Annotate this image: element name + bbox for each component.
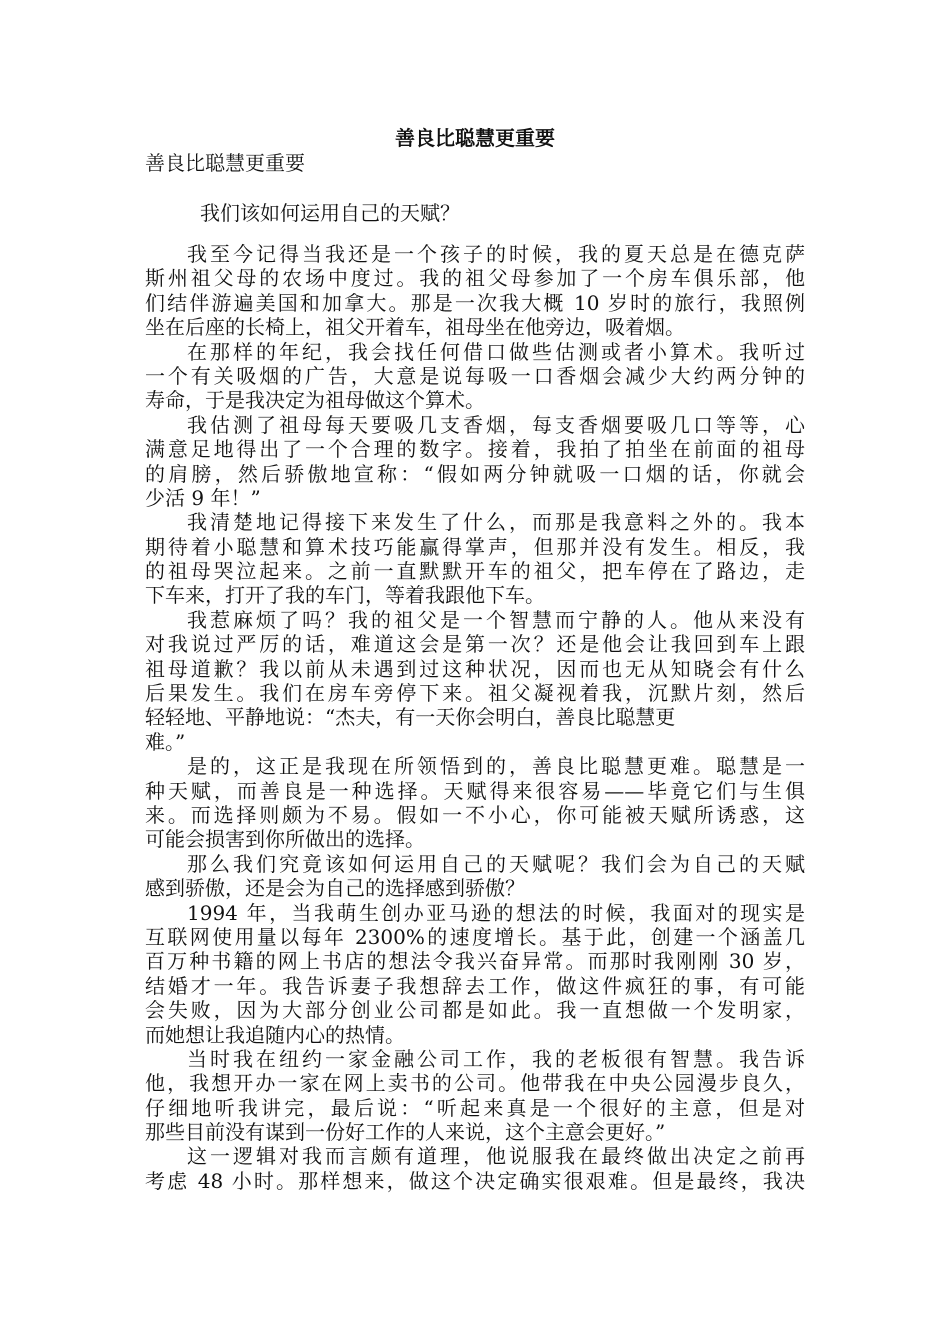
- text-line: 是的，这正是我现在所领悟到的，善良比聪慧更难。聪慧是一: [187, 754, 805, 779]
- text-line: 当时我在纽约一家金融公司工作，我的老板很有智慧。我告诉: [187, 1046, 805, 1071]
- text-line: 满意足地得出了一个合理的数字。接着，我拍了拍坐在前面的祖母: [145, 437, 805, 462]
- document-title: 善良比聪慧更重要: [395, 126, 555, 150]
- text-line: 下车来，打开了我的车门，等着我跟他下车。: [145, 583, 545, 608]
- text-line: 可能会损害到你所做出的选择。: [145, 827, 425, 852]
- text-line: 我估测了祖母每天要吸几支香烟，每支香烟要吸几口等等，心: [187, 412, 805, 437]
- text-line: 期待着小聪慧和算术技巧能赢得掌声，但那并没有发生。相反，我: [145, 534, 805, 559]
- text-line: 而她想让我追随内心的热情。: [145, 1022, 405, 1047]
- text-line: 一个有关吸烟的广告，大意是说每吸一口香烟会减少大约两分钟的: [145, 363, 805, 388]
- text-line: 们结伴游遍美国和加拿大。那是一次我大概 10 岁时的旅行，我照例: [145, 290, 805, 315]
- text-line: 结婚才一年。我告诉妻子我想辞去工作，做这件疯狂的事，有可能: [145, 973, 805, 998]
- text-line: 互联网使用量以每年 2300%的速度增长。基于此，创建一个涵盖几: [145, 924, 805, 949]
- text-line: 考虑 48 小时。那样想来，做这个决定确实很艰难。但是最终，我决: [145, 1168, 805, 1193]
- text-line: 少活 9 年！”: [145, 485, 261, 510]
- text-line: 难。”: [145, 729, 186, 754]
- text-line: 对我说过严厉的话，难道这会是第一次？还是他会让我回到车上跟: [145, 632, 805, 657]
- text-line: 会失败，因为大部分创业公司都是如此。我一直想做一个发明家，: [145, 998, 805, 1023]
- text-line: 这一逻辑对我而言颇有道理，他说服我在最终做出决定之前再: [187, 1144, 805, 1169]
- text-line: 的祖母哭泣起来。之前一直默默开车的祖父，把车停在了路边，走: [145, 559, 805, 584]
- text-line: 后果发生。我们在房车旁停下来。祖父凝视着我，沉默片刻，然后: [145, 681, 805, 706]
- text-line: 感到骄傲，还是会为自己的选择感到骄傲？: [145, 876, 525, 901]
- text-line: 祖母道歉？我以前从未遇到过这种状况，因而也无从知晓会有什么: [145, 656, 805, 681]
- text-line: 仔细地听我讲完，最后说：“听起来真是一个很好的主意，但是对: [145, 1095, 805, 1120]
- text-line: 种天赋，而善良是一种选择。天赋得来很容易——毕竟它们与生俱: [145, 778, 805, 803]
- text-line: 坐在后座的长椅上，祖父开着车，祖母坐在他旁边，吸着烟。: [145, 315, 685, 340]
- text-line: 斯州祖父母的农场中度过。我的祖父母参加了一个房车俱乐部，他: [145, 266, 805, 291]
- text-line: 那些目前没有谋到一份好工作的人来说，这个主意会更好。”: [145, 1120, 666, 1145]
- text-line: 的肩膀，然后骄傲地宣称：“假如两分钟就吸一口烟的话，你就会: [145, 461, 805, 486]
- text-line: 在那样的年纪，我会找任何借口做些估测或者小算术。我听过: [187, 339, 805, 364]
- document-subtitle: 善良比聪慧更重要: [145, 151, 305, 175]
- text-line: 我清楚地记得接下来发生了什么，而那是我意料之外的。我本: [187, 510, 805, 535]
- text-line: 轻轻地、平静地说：“杰夫，有一天你会明白，善良比聪慧更: [145, 705, 676, 730]
- text-line: 他，我想开办一家在网上卖书的公司。他带我在中央公园漫步良久，: [145, 1071, 805, 1096]
- text-line: 我至今记得当我还是一个孩子的时候，我的夏天总是在德克萨: [187, 242, 805, 266]
- document-question: 我们该如何运用自己的天赋？: [200, 201, 460, 225]
- text-line: 我惹麻烦了吗？我的祖父是一个智慧而宁静的人。他从来没有: [187, 607, 805, 632]
- text-line: 1994 年，当我萌生创办亚马逊的想法的时候，我面对的现实是: [187, 900, 805, 925]
- text-line: 来。而选择则颇为不易。假如一不小心，你可能被天赋所诱惑，这: [145, 802, 805, 827]
- text-line: 百万种书籍的网上书店的想法令我兴奋异常。而那时我刚刚 30 岁，: [145, 949, 805, 974]
- text-line: 那么我们究竟该如何运用自己的天赋呢？我们会为自己的天赋: [187, 851, 805, 876]
- document-body: [145, 242, 805, 1193]
- text-line: 寿命，于是我决定为祖母做这个算术。: [145, 388, 485, 413]
